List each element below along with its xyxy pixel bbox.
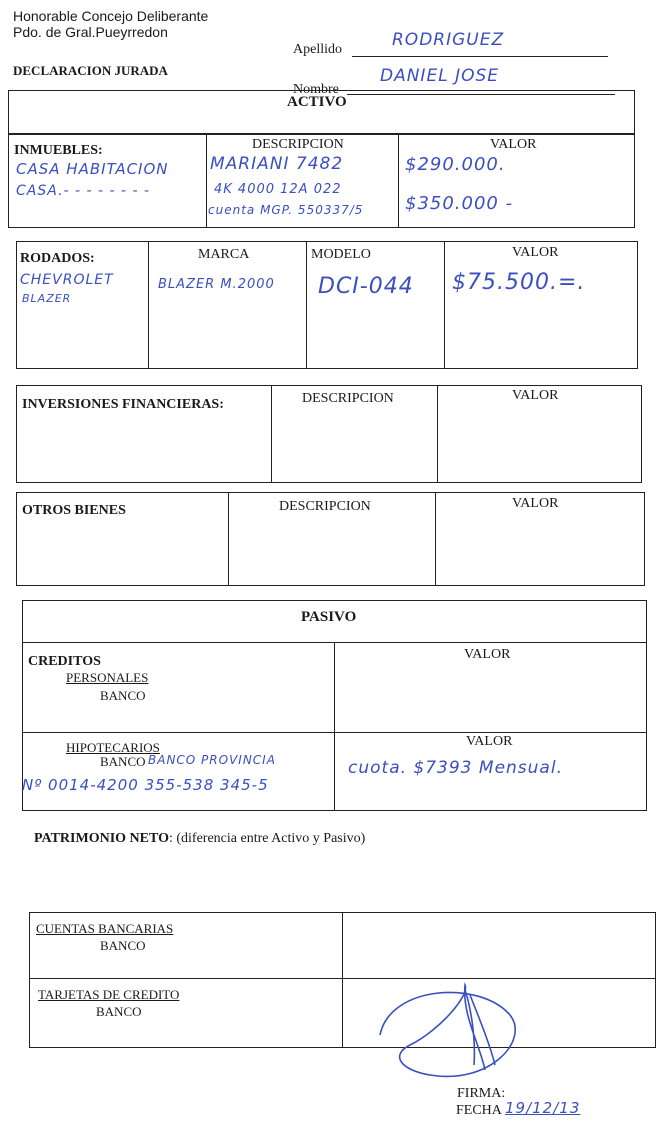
nombre-label: Nombre bbox=[293, 82, 339, 97]
patrimonio-note: : (diferencia entre Activo y Pasivo) bbox=[168, 831, 366, 846]
hipotecarios-banco-label: BANCO bbox=[100, 754, 146, 769]
rodados-valor: $75.500.=. bbox=[452, 270, 586, 295]
activo-title: ACTIVO bbox=[287, 94, 347, 110]
signature bbox=[370, 975, 570, 1095]
inmuebles-row-2-descripcion: 4K 4000 12A 022 bbox=[214, 182, 342, 197]
rodados-col-marca: MARCA bbox=[198, 247, 250, 262]
apellido-label: Apellido bbox=[293, 42, 342, 57]
inmuebles-divider-2 bbox=[398, 134, 399, 228]
rodados-modelo: DCI-044 bbox=[318, 274, 414, 299]
rodados-divider-3 bbox=[444, 241, 445, 369]
hipotecarios-label: HIPOTECARIOS bbox=[66, 740, 160, 755]
cuentas-banco-label: BANCO bbox=[100, 938, 146, 953]
hipotecarios-numero: Nº 0014-4200 355-538 345-5 bbox=[22, 776, 269, 794]
rodados-tipo-line-1: CHEVROLET bbox=[20, 272, 114, 288]
rodados-col-valor: VALOR bbox=[512, 245, 559, 260]
inversiones-col-valor: VALOR bbox=[512, 388, 559, 403]
inversiones-divider-1 bbox=[271, 385, 272, 483]
otros-bienes-label: OTROS BIENES bbox=[22, 503, 126, 518]
inmuebles-row-2-tipo: CASA.- - - - - - - - bbox=[16, 183, 151, 199]
inmuebles-cuenta: cuenta MGP. 550337/5 bbox=[208, 203, 364, 217]
tarjetas-credito-label: TARJETAS DE CREDITO bbox=[38, 987, 180, 1002]
inmuebles-col-valor: VALOR bbox=[490, 137, 537, 152]
inmuebles-label: INMUEBLES: bbox=[14, 143, 103, 158]
pasivo-title: PASIVO bbox=[301, 609, 357, 625]
nombre-value: DANIEL JOSE bbox=[380, 66, 499, 86]
org-line-2: Pdo. de Gral.Pueyrredon bbox=[13, 24, 168, 40]
rodados-label: RODADOS: bbox=[20, 251, 95, 266]
rodados-marca: BLAZER M.2000 bbox=[158, 277, 275, 292]
patrimonio-label: PATRIMONIO NETO bbox=[34, 831, 169, 846]
cuentas-divider bbox=[342, 912, 343, 1048]
otros-divider-1 bbox=[228, 492, 229, 586]
hipotecarios-valor-label: VALOR bbox=[466, 734, 513, 749]
patrimonio-neto bbox=[34, 831, 365, 847]
inversiones-col-descripcion: DESCRIPCION bbox=[302, 391, 394, 406]
inversiones-divider-2 bbox=[437, 385, 438, 483]
org-name bbox=[13, 8, 208, 40]
otros-col-valor: VALOR bbox=[512, 496, 559, 511]
inmuebles-row-1-descripcion: MARIANI 7482 bbox=[210, 154, 344, 174]
inmuebles-row-1-tipo: CASA HABITACION bbox=[16, 160, 169, 178]
inmuebles-row-2-valor: $350.000 - bbox=[405, 193, 514, 214]
otros-col-descripcion: DESCRIPCION bbox=[279, 499, 371, 514]
otros-divider-2 bbox=[435, 492, 436, 586]
org-line-1: Honorable Concejo Deliberante bbox=[13, 8, 209, 24]
firma-label: FIRMA: bbox=[457, 1086, 506, 1101]
apellido-line bbox=[352, 56, 608, 57]
inmuebles-col-descripcion: DESCRIPCION bbox=[252, 137, 344, 152]
pasivo-divider bbox=[334, 642, 335, 811]
personales-label: PERSONALES bbox=[66, 670, 149, 685]
cuentas-bancarias-label: CUENTAS BANCARIAS bbox=[36, 921, 174, 936]
inmuebles-row-1-valor: $290.000. bbox=[405, 154, 506, 175]
tarjetas-banco-label: BANCO bbox=[96, 1004, 142, 1019]
inmuebles-divider-1 bbox=[206, 134, 207, 228]
inversiones-label: INVERSIONES FINANCIERAS: bbox=[22, 397, 224, 412]
form-title: DECLARACION JURADA bbox=[13, 63, 168, 78]
rodados-col-modelo: MODELO bbox=[311, 247, 371, 262]
rodados-tipo-line-2: BLAZER bbox=[22, 292, 72, 305]
hipotecarios-banco: BANCO PROVINCIA bbox=[148, 753, 276, 767]
apellido-value: RODRIGUEZ bbox=[392, 30, 505, 50]
creditos-label: CREDITOS bbox=[28, 654, 101, 669]
rodados-divider-1 bbox=[148, 241, 149, 369]
personales-valor-label: VALOR bbox=[464, 647, 511, 662]
hipotecarios-valor: cuota. $7393 Mensual. bbox=[348, 758, 563, 778]
fecha-value: 19/12/13 bbox=[505, 1099, 581, 1117]
personales-banco-label: BANCO bbox=[100, 688, 146, 703]
rodados-divider-2 bbox=[306, 241, 307, 369]
fecha-label: FECHA bbox=[456, 1103, 502, 1118]
